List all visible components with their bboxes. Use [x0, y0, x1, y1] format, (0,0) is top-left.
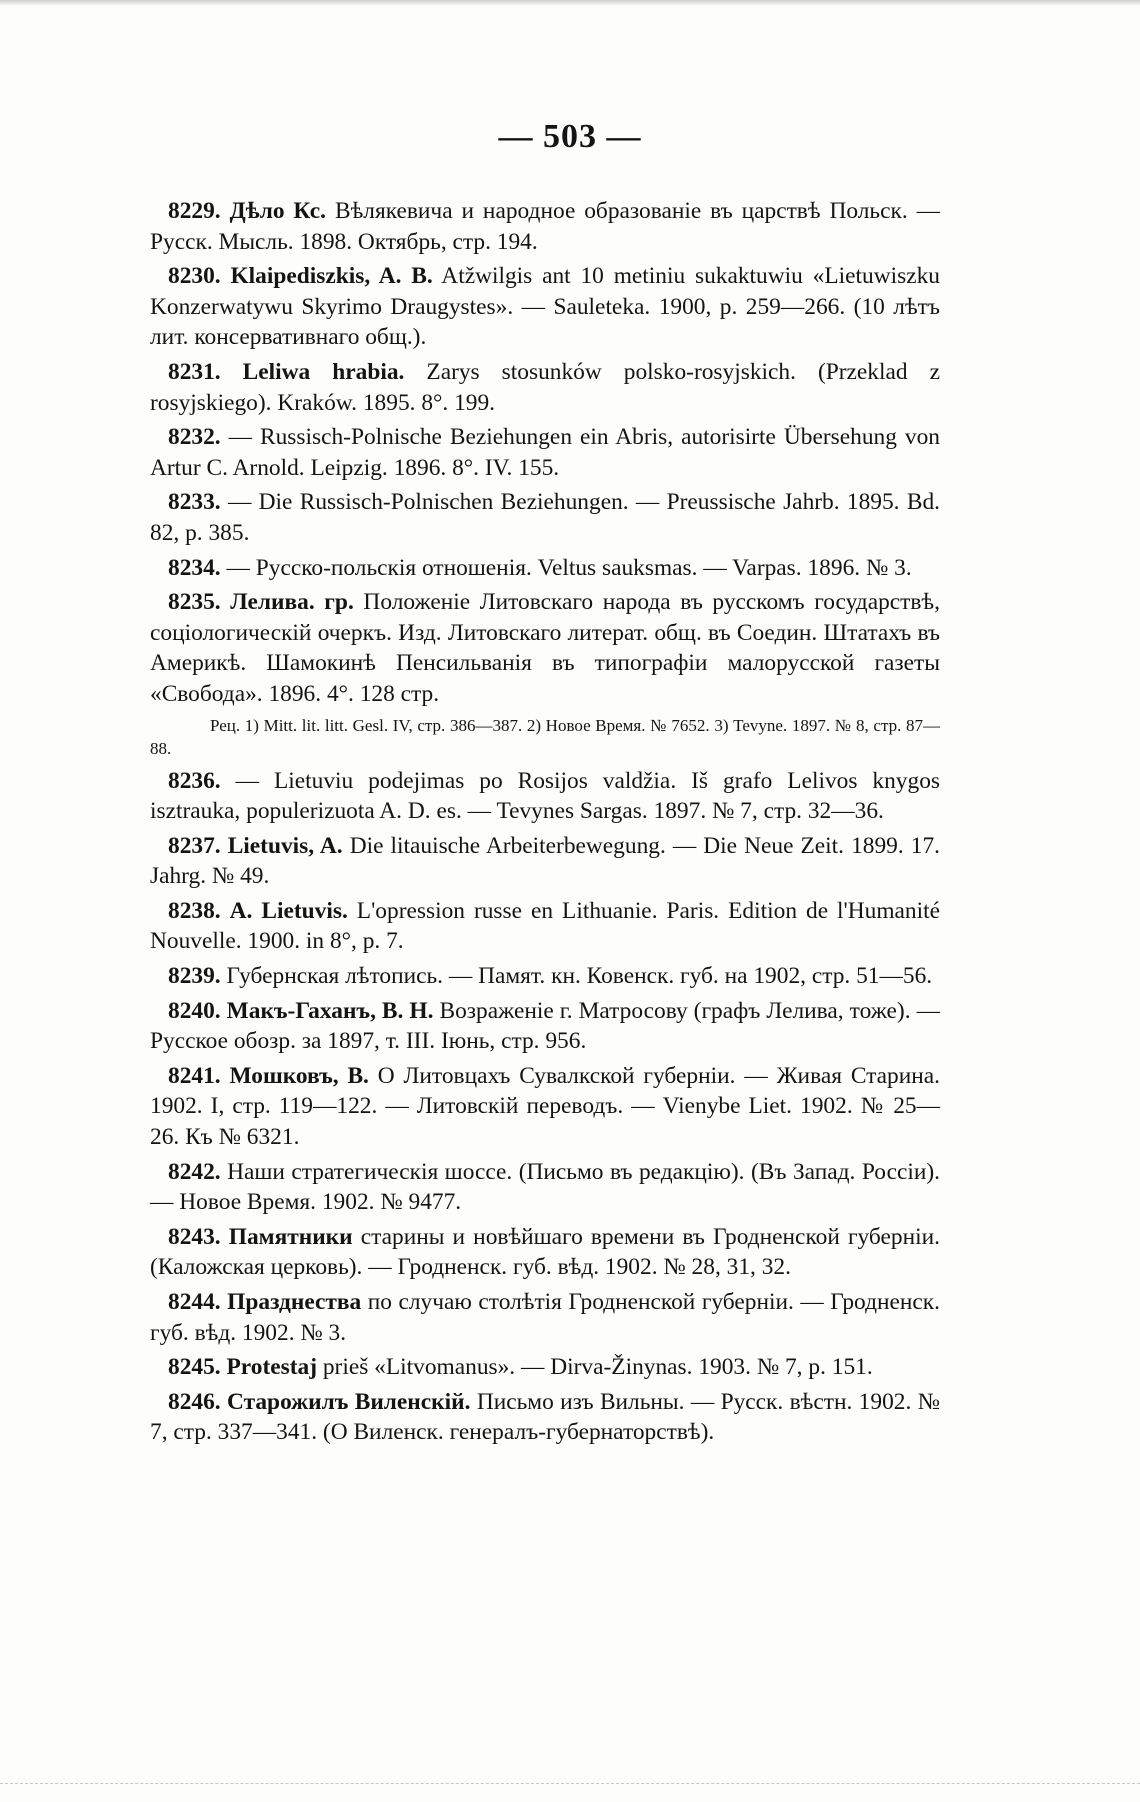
bibliography-entry: [150, 996, 940, 1057]
bibliography-entry: [150, 422, 940, 483]
entry-heading: Leliwa hrabia.: [242, 358, 405, 385]
page-top-edge: [0, 0, 1140, 6]
page-bottom-edge: [0, 1783, 1140, 1802]
bibliography-entry: [150, 487, 940, 548]
entry-text: L'opression russe en Lithuanie. Paris. Edition de l'Humanité Nouvelle. 1900. in 8°, p. 7.: [150, 897, 941, 955]
entry-heading: Макъ-Гаханъ, В. Н.: [226, 997, 434, 1024]
entry-number: 8243.: [168, 1223, 221, 1250]
entry-number: 8240.: [168, 997, 221, 1024]
entry-number: 8245.: [168, 1354, 221, 1381]
entry-number: 8236.: [168, 767, 221, 794]
entry-text: — Русско-польскія отношенія. Veltus sauksmas. — Varpas. 1896. № 3.: [226, 554, 912, 581]
entry-heading: Памятники: [228, 1223, 353, 1250]
entry-text: Письмо изъ Вильны. — Русск. вѣстн. 1902. № 7, стр. 337—341. (О Виленск. генералъ-губернаторствѣ).: [150, 1388, 940, 1446]
entry-text: Положеніе Литовскаго народа въ русскомъ государствѣ, соціологическій очеркъ. Изд. Литовскаго литерат. общ. въ Соедин. Штатахъ въ Америкѣ. Шамокинѣ Пенсильванія въ типографіи малорусской газеты «Свобода». 1896. 4°. 128 стр.: [150, 589, 940, 707]
bibliography-entry: [150, 831, 940, 892]
bibliography-entry: [150, 766, 940, 827]
bibliography-entry: [150, 1352, 940, 1383]
bibliography-entry: [150, 896, 940, 957]
entry-text: Die litauische Arbeiterbewegung. — Die Neue Zeit. 1899. 17. Jahrg. № 49.: [150, 832, 940, 890]
entry-heading: Lietuvis, A.: [227, 832, 343, 859]
entry-heading: Protestaj: [226, 1354, 317, 1381]
bibliography-entry: [150, 1287, 940, 1348]
entry-text: prieš «Litvomanus». — Dirva-Žinynas. 1903. № 7, p. 151.: [322, 1354, 873, 1381]
entry-heading: Старожилъ Виленскій.: [227, 1388, 471, 1415]
entry-number: 8235.: [168, 589, 221, 616]
entry-text: — Lietuviu podejimas po Rosijos valdžia. Iš grafo Lelivos knygos isztrauka, populerizuota A. D. es. — Tevynes Sargas. 1897. № 7, стр. 32—36.: [150, 767, 940, 825]
entry-heading: Klaipediszkis, A. B.: [230, 263, 433, 290]
page-number: — 503 —: [498, 118, 642, 155]
entry-number: 8246.: [168, 1388, 221, 1415]
bibliography-list: [150, 196, 940, 1452]
entry-number: 8244.: [168, 1289, 221, 1315]
entry-number: 8234.: [168, 554, 221, 581]
entry-number: 8229.: [168, 198, 221, 224]
bibliography-entry: [150, 357, 940, 418]
bibliography-entry: [150, 1222, 940, 1283]
entry-text: старины и новѣйшаго времени въ Гродненской губерніи. (Каложская церковь). — Гродненск. губ. вѣд. 1902. № 28, 31, 32.: [150, 1223, 940, 1281]
entry-text: по случаю столѣтія Гродненской губерніи. — Гродненск. губ. вѣд. 1902. № 3.: [150, 1289, 940, 1346]
bibliography-entry: [150, 1387, 940, 1448]
entry-number: 8241.: [168, 1062, 221, 1089]
entry-text: — Russisch-Polnische Beziehungen ein Abris, autorisirte Übersehung von Artur C. Arnold. Leipzig. 1896. 8°. IV. 155.: [150, 424, 940, 481]
entry-heading: A. Lietuvis.: [229, 897, 348, 924]
entry-number: 8238.: [168, 897, 221, 924]
entry-text: Вѣлякевича и народное образованіе въ царствѣ Польск. — Русск. Мысль. 1898. Октябрь, стр. 194.: [150, 198, 940, 255]
entry-number: 8232.: [168, 424, 221, 451]
entry-text: О Литовцахъ Сувалкской губерніи. — Живая Старина. 1902. I, стр. 119—122. — Литовскій переводъ. — Vienybe Liet. 1902. № 25—26. Къ № 6321.: [150, 1062, 940, 1151]
entry-number: 8237.: [168, 832, 221, 859]
entry-text: Губернская лѣтопись. — Памят. кн. Ковенск. губ. на 1902, стр. 51—56.: [226, 963, 933, 990]
entry-number: 8231.: [168, 358, 221, 385]
bibliography-entry: [150, 261, 940, 353]
bibliography-entry: [150, 587, 940, 709]
bibliography-entry: [150, 1157, 940, 1218]
bibliography-entry: [150, 1061, 940, 1153]
entry-heading: Дѣло Кс.: [229, 198, 327, 224]
bibliography-entry: [150, 553, 940, 584]
entry-text: Zarys stosunków polsko-rosyjskich. (Przeklad z rosyjskiego). Kraków. 1895. 8°. 199.: [150, 358, 940, 416]
entry-number: 8233.: [168, 489, 221, 516]
bibliography-entry: [150, 196, 940, 257]
entry-text: — Die Russisch-Polnischen Beziehungen. — Preussische Jahrb. 1895. Bd. 82, p. 385.: [150, 489, 940, 546]
entry-number: 8242.: [168, 1158, 221, 1185]
entry-number: 8230.: [168, 263, 221, 290]
entry-text: Наши стратегическія шоссе. (Письмо въ редакцію). (Въ Запад. Россіи). — Новое Время. 1902. № 9477.: [150, 1158, 940, 1216]
entry-text: Возраженіе г. Матросову (графъ Лелива, тоже). — Русское обозр. за 1897, т. III. Іюнь, стр. 956.: [150, 997, 940, 1055]
entry-heading: Празднества: [227, 1289, 362, 1315]
bibliography-entry: [150, 961, 940, 992]
entry-heading: Мошковъ, В.: [229, 1062, 369, 1089]
entry-text: Atžwilgis ant 10 metiniu sukaktuwiu «Lietuwiszku Konzerwatywu Skyrimo Draugystes». — Sauleteka. 1900, p. 259—266. (10 лѣтъ лит. консервативнаго общ.).: [150, 263, 940, 351]
entry-number: 8239.: [168, 963, 221, 990]
entry-heading: Лелива. гр.: [230, 589, 354, 616]
review-note: Рец. 1) Mitt. lit. litt. Gesl. IV, стр. 386—387. 2) Новое Время. № 7652. 3) Tevyne. 1897. № 8, стр. 87—88.: [150, 715, 940, 758]
